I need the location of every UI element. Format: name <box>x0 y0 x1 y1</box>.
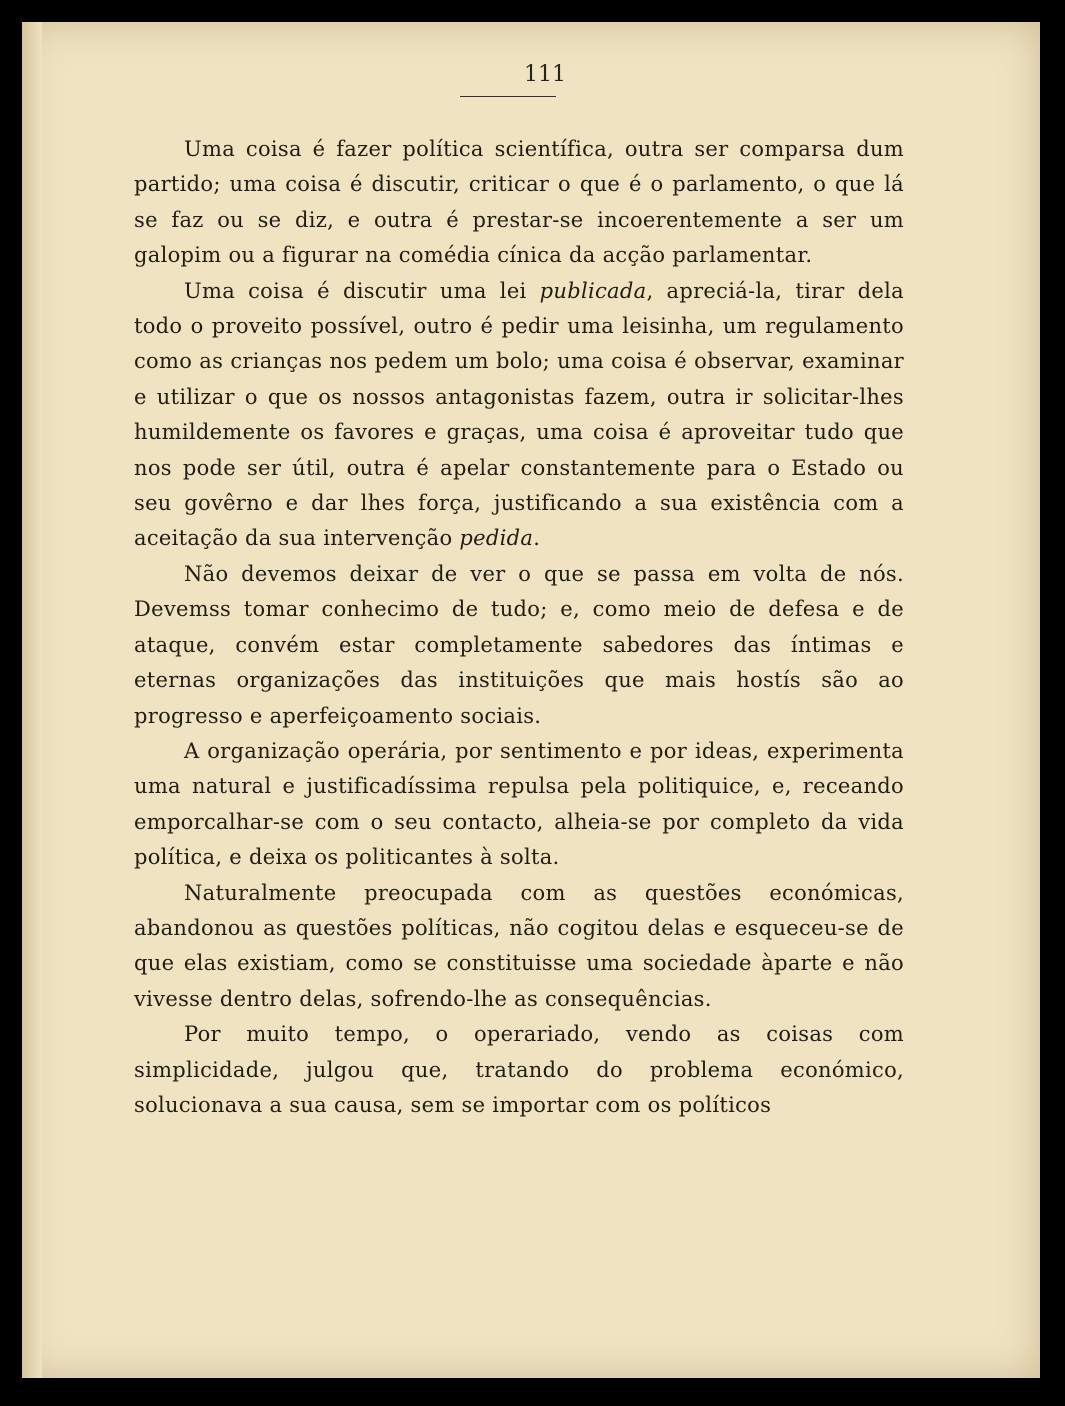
italic-publicada: publicada <box>539 278 647 303</box>
header-rule <box>460 96 556 97</box>
paragraph-2-part-2: , apreciá-la, tirar dela todo o proveito possível, outro é pedir uma leisinha, um regulamento como as crianças nos pedem um bolo; uma coisa é observar, examinar e utilizar o que os nossos antagonistas fazem, outra ir solicitar-lhes humildemente os favores e graças, uma coisa é aproveitar tudo que nos pode ser útil, outra é apelar constantemente para o Estado ou seu govêrno e dar lhes força, justificando a sua existência com a aceitação da sua intervenção <box>134 278 904 551</box>
body-text <box>134 132 904 1123</box>
paragraph-6: Por muito tempo, o operariado, vendo as coisas com simplicidade, julgou que, tratando do problema económico, solucionava a sua causa, sem se importar com os políticos <box>134 1022 904 1117</box>
page-spine-shadow <box>22 22 42 1378</box>
page-number: 111 <box>524 62 566 87</box>
paragraph-4: A organização operária, por sentimento e por ideas, experimenta uma natural e justificadíssima repulsa pela politiquice, e, receando emporcalhar-se com o seu contacto, alheia-se por completo da vida política, e deixa os politicantes à solta. <box>134 738 904 870</box>
paragraph-5: Naturalmente preocupada com as questões económicas, abandonou as questões políticas, não cogitou delas e esqueceu-se de que elas existiam, como se constituisse uma sociedade àparte e não vivesse dentro delas, sofrendo-lhe as consequências. <box>134 880 904 1011</box>
paragraph-2-part-1: Uma coisa é discutir uma lei <box>184 278 540 303</box>
paragraph-3: Não devemos deixar de ver o que se passa em volta de nós. Devemss tomar conhecimo de tudo; e, como meio de defesa e de ataque, convém estar completamente sabedores das íntimas e eternas organizações das instituições que mais hostís são ao progresso e aperfeiçoamento sociais. <box>134 561 904 728</box>
paragraph-2-end: . <box>533 526 541 551</box>
italic-pedida: pedida <box>459 526 534 551</box>
book-page <box>22 22 1040 1378</box>
paragraph-2 <box>134 274 904 557</box>
paragraph-1: Uma coisa é fazer política scientífica, outra ser comparsa dum partido; uma coisa é discutir, criticar o que é o parlamento, o que lá se faz ou se diz, e outra é prestar-se incoerentemente a ser um galopim ou a figurar na comédia cínica da acção parlamentar. <box>134 137 904 268</box>
